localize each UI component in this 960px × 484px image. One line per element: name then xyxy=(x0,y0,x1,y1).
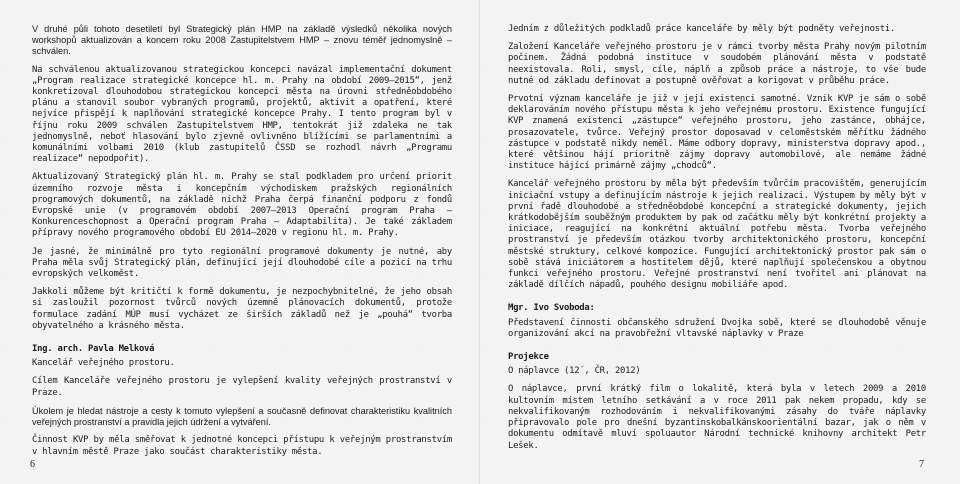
right-author-name: Mgr. Ivo Svoboda: xyxy=(508,303,595,314)
left-paragraph-1: V druhé půli tohoto desetiletí byl Strategický plán HMP na základě výsledků několika nových workshopů aktualizován a koncem roku 2008 Zastupitelstvem HMP – znovu téměř jednomyslně – schválen. xyxy=(32,24,452,57)
right-paragraph-3: Prvotní význam kanceláře je již v její existenci samotné. Vznik KVP je sám o sobě deklarováním nového přístupu města k jeho veřejnému prostoru. Existence fungující KVP znamená existenci „zástupce“ veřejného prostoru, jeho zastánce, obhájce, prosazovatele, tvůrce. Veřejný prostor doposavad v celoměstském měřítku žádného zástupce v podstatě nikdy neměl. Máme odbory dopravy, ministerstva dopravy apod., které většinou hájí prioritně zájmy dopravy automobilové, ale nemáme žádné instituce hájící primárně zájmy „chodců“. xyxy=(508,94,926,172)
left-author-role: Kancelář veřejného prostoru. xyxy=(32,358,175,369)
left-paragraph-3: Aktualizovaný Strategický plán hl. m. Prahy se stal podkladem pro určení priorit územního rozvoje města i koncepčním východiskem pražských regionálních programových dokumentů, na základě nichž Praha čerpá finanční podporu z fondů Evropské unie (v programovém období 2007–2013 Operační program Praha – Konkurenceschopnost a Operační program Praha – Adaptabilita). Je také základem přípravy nového programového období EU 2014–2020 v regionu hl. m. Prahy. xyxy=(32,172,452,239)
left-paragraph-5: Jakkoli můžeme být kritičtí k formě dokumentu, je nezpochybnitelné, že jeho obsah si zasloužil pozornost tvůrců nových územně plánovacích dokumentů, protože formulace zadání MÚP musí vycházet ze širších základů než je „pouhá“ tvorba obyvatelného a krásného města. xyxy=(32,287,452,331)
left-paragraph-8: Činnost KVP by měla směřovat k jednotné koncepci přístupu k veřejným prostranstvím v hlavním městě Praze jako součást charakteristiky města. xyxy=(32,435,452,457)
left-paragraph-7: Úkolem je hledat nástroje a cesty k tomuto vylepšení a současně definovat charakteristiku kvalitních veřejných prostranství a pravidla jejich údržení a vytváření. xyxy=(32,405,452,428)
left-text-column xyxy=(32,24,452,465)
left-paragraph-6: Cílem Kanceláře veřejného prostoru je vylepšení kvality veřejných prostranství v Praze. xyxy=(32,376,452,398)
section-heading-projekce: Projekce xyxy=(508,352,549,363)
right-paragraph-6: O náplavce (12´, ČR, 2012) xyxy=(508,366,641,377)
left-author-name: Ing. arch. Pavla Melková xyxy=(32,344,155,355)
page-number-right: 7 xyxy=(919,459,924,470)
right-paragraph-5: Představení činnosti občanského sdružení Dvojka sobě, které se dlouhodobě věnuje organizování akcí na pravobřežní vltavské náplavky v Praze xyxy=(508,317,926,339)
right-text-column xyxy=(508,24,926,459)
page-number-left: 6 xyxy=(30,459,35,470)
right-paragraph-7: O náplavce, první krátký film o lokalitě, která byla v letech 2009 a 2010 kultovním místem letního setkávání a v roce 2011 pak nekem propadu, kdy se nekvalifikovaným rozhodováním i nekvalifikovanými zásahy do tváře náplavky připravovalo pole pro dnešní byzantinskobalkánskoorientální bazar, jak o něm v dokumentu odmítavě mluví spoluautor Národní technické knihovny architekt Petr Lešek. xyxy=(508,384,926,451)
left-paragraph-2: Na schválenou aktualizovanou strategickou koncepci navázal implementační dokument „Program realizace strategické koncepce hl. m. Prahy na období 2009–2015“, jenž konkretizoval dlouhodobou strategickou koncepci města na úrovni středněobdobého plánu a stanovil soubor vybraných programů, projektů, aktivit a opatření, které nejvíce přispějí k naplňování strategické koncepce Prahy. I tento program byl v říjnu roku 2009 schválen Zastupitelstvem HMP, tentokrát již zdaleka ne tak jednomyslně, neboť hlasování bylo zjevně ovlivněno blížícími se parlamentními a komunálními volbami 2010 (klub zastupitelů ČSSD se rozhodl návrh „Programu realizace“ nepodpořit). xyxy=(32,64,452,165)
right-paragraph-4: Kancelář veřejného prostoru by měla být především tvůrčím pracovištěm, generujícím iniciační vstupy a definujícím nástroje k jejich realizaci. Výstupem by měly být v první řadě dlouhodobé a středněobdobé koncepční a strategické dokumenty, jejich krátkodobějším souběžným produktem by pak od začátku měly být konkrétní projekty a iniciace, reagující na konkrétní aktuální potřebu města. Tvorba veřejného prostranství je především otázkou tvorby architektonického prostoru, koncepční městské struktury, celkové kompozice. Fungující architektonický prostor pak sám o sobě stává iniciátorem a hostitelem dějů, které naplňují společenskou a obytnou funkci veřejného prostoru. Veřejné prostranství není tvořitel ani plánovat na základě dílčích nápadů, pouhého designu mobiliáře apod. xyxy=(508,179,926,291)
right-paragraph-2: Založení Kanceláře veřejného prostoru je v rámci tvorby města Prahy novým pilotním počinem. Žádná podobná instituce v soudobém plánování města v podstatě neexistovala. Roli, smysl, cíle, náplň a způsob práce a nástroje, to vše bude nutné od základu definovat a postupně ověřovat a korigovat v průběhu práce. xyxy=(508,42,926,86)
left-paragraph-4: Je jasné, že minimálně pro tyto regionální programové dokumenty je nutné, aby Praha měla svůj Strategický plán, definující její dlouhodobé cíle a pozici na trhu evropských velkoměst. xyxy=(32,246,452,280)
right-paragraph-1: Jedním z důležitých podkladů práce kanceláře by měly být podněty veřejnosti. xyxy=(508,24,896,34)
